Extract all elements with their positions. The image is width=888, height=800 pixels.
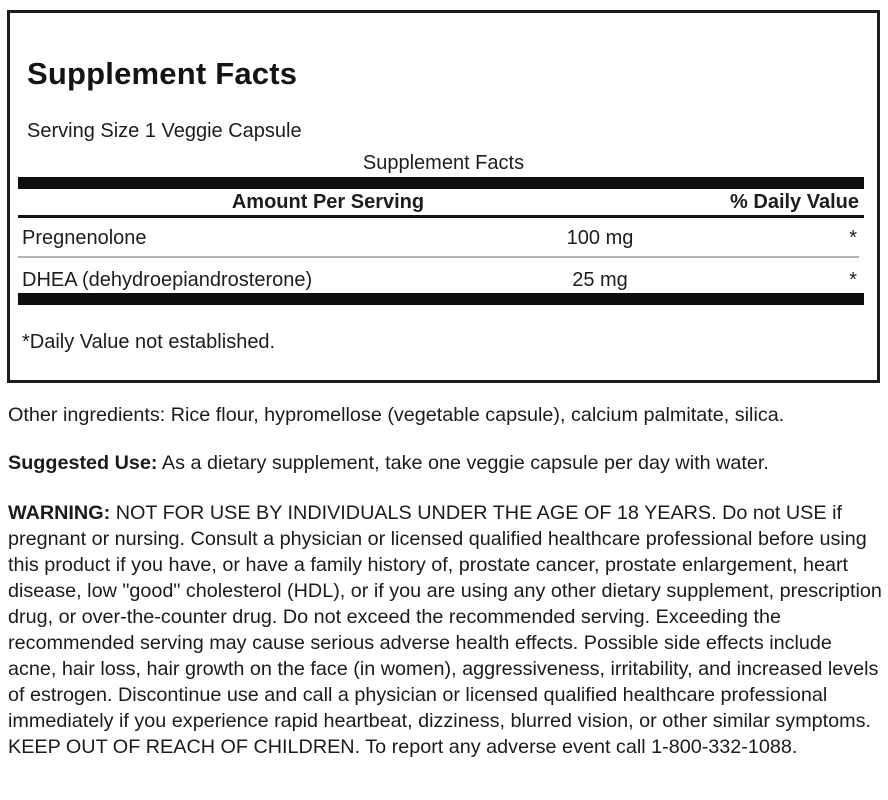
suggested-use-paragraph (8, 451, 882, 476)
warning-paragraph (8, 500, 882, 760)
ingredient-name: Pregnenolone (22, 227, 147, 249)
warning-text: NOT FOR USE BY INDIVIDUALS UNDER THE AGE OF 18 YEARS. Do not USE if pregnant or nursing. Consult a physician or licensed qualified healthcare professional before using this product if you have, or have a family history of, prostate cancer, prostate enlargement, heart disease, low "good" cholesterol (HDL), or if you are using any other dietary supplement, prescription drug, or over-the-counter drug. Do not exceed the recommended serving. Exceeding the recommended serving may cause serious adverse health effects. Possible side effects include acne, hair loss, hair growth on the face (in women), aggressiveness, irritability, and increased levels of estrogen. Discontinue use and call a physician or licensed qualified healthcare professional immediately if you experience rapid heartbeat, dizziness, blurred vision, or other similar symptoms. KEEP OUT OF REACH OF CHILDREN. To report any adverse event call 1-800-332-1088. (8, 502, 882, 758)
panel-subtitle: Supplement Facts (362, 152, 525, 174)
header-underline (18, 215, 864, 218)
serving-size: Serving Size 1 Veggie Capsule (27, 120, 302, 142)
panel-title: Supplement Facts (27, 56, 298, 91)
daily-value-footnote: *Daily Value not established. (22, 331, 276, 353)
other-ingredients-text: Other ingredients: Rice flour, hypromellose (vegetable capsule), calcium palmitate, silica. (8, 404, 785, 426)
ingredient-amount: 100 mg (566, 227, 634, 249)
amount-per-serving-header: Amount Per Serving (231, 191, 425, 213)
table-row-dhea (18, 269, 859, 291)
other-ingredients-paragraph (8, 403, 882, 428)
ingredient-daily-value: * (849, 269, 857, 291)
daily-value-header: % Daily Value (730, 191, 859, 213)
ingredient-amount: 25 mg (572, 269, 628, 291)
ingredient-daily-value: * (849, 227, 857, 249)
supplement-facts-panel (7, 10, 880, 383)
thick-rule-top (18, 177, 864, 189)
warning-label: WARNING: (8, 502, 111, 524)
thick-rule-bottom (18, 293, 864, 305)
suggested-use-label: Suggested Use: (8, 452, 158, 474)
row-divider (18, 256, 859, 258)
table-row-pregnenolone (18, 227, 859, 249)
table-header-row (18, 192, 859, 213)
suggested-use-text: As a dietary supplement, take one veggie capsule per day with water. (157, 452, 769, 474)
ingredient-name: DHEA (dehydroepiandrosterone) (22, 269, 313, 291)
